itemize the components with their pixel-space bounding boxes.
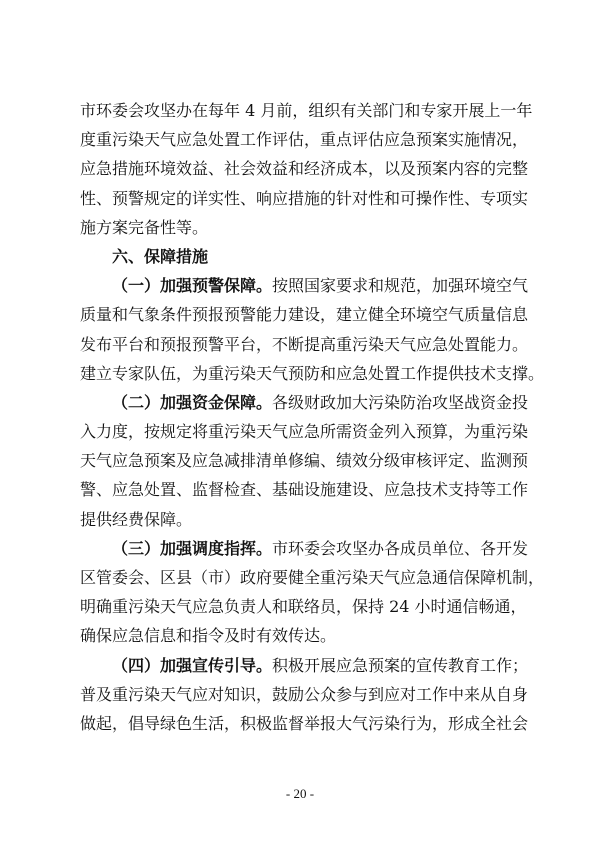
item-text: 各级财政加大污染防治攻坚战资金投	[272, 392, 529, 412]
text-line: 质量和气象条件预报预警能力建设，建立健全环境空气质量信息	[80, 305, 529, 325]
paragraph-item-3	[80, 534, 545, 651]
paragraph-item-1	[80, 271, 545, 388]
body-text	[80, 96, 545, 738]
text-line: 警、应急处置、监督检查、基础设施建设、应急技术支持等工作	[80, 480, 529, 500]
text-line: 性、预警规定的详实性、响应措施的针对性和可操作性、专项实	[80, 188, 529, 208]
text-line: 市环委会攻坚办在每年 4 月前，组织有关部门和专家开展上一年	[80, 101, 533, 120]
item-lead: （二）加强资金保障。	[112, 392, 273, 412]
text-line: 度重污染天气应急处置工作评估，重点评估应急预案实施情况，	[80, 130, 529, 150]
item-text: 市环委会攻坚办各成员单位、各开发	[272, 538, 529, 558]
text-line	[80, 271, 529, 300]
page-number: - 20 -	[285, 786, 315, 801]
text-line: 应急措施环境效益、社会效益和经济成本，以及预案内容的完整	[80, 159, 529, 179]
section-heading	[80, 242, 526, 271]
text-line	[80, 651, 529, 680]
text-line	[80, 534, 529, 563]
item-lead: （四）加强宣传引导。	[112, 655, 273, 675]
section-heading-text: 六、保障措施	[112, 246, 209, 266]
item-lead: （三）加强调度指挥。	[112, 538, 273, 558]
text-line: 区管委会、区县（市）政府要健全重污染天气应急通信保障机制，	[80, 568, 545, 587]
paragraph-item-2	[80, 388, 529, 534]
paragraph-evaluation	[80, 96, 533, 242]
text-line: 做起，倡导绿色生活，积极监督举报大气污染行为，形成全社会	[80, 713, 529, 733]
item-lead: （一）加强预警保障。	[112, 276, 273, 296]
text-line: 提供经费保障。	[80, 509, 193, 529]
item-text: 积极开展应急预案的宣传教育工作；	[272, 655, 529, 675]
text-line: 入力度，按规定将重污染天气应急所需资金列入预算，为重污染	[80, 422, 529, 442]
text-line: 天气应急预案及应急减排清单修编、绩效分级审核评定、监测预	[80, 451, 529, 471]
text-line: 建立专家队伍，为重污染天气预防和应急处置工作提供技术支撑。	[80, 363, 545, 383]
text-line: 施方案完备性等。	[80, 217, 209, 237]
text-line: 发布平台和预报预警平台，不断提高重污染天气应急处置能力。	[80, 334, 529, 354]
text-line: 普及重污染天气应对知识，鼓励公众参与到应对工作中来从自身	[80, 684, 529, 704]
text-line	[80, 388, 529, 417]
paragraph-item-4	[80, 651, 529, 739]
text-line: 明确重污染天气应急负责人和联络员，保持 24 小时通信畅通，	[80, 597, 527, 617]
item-text: 按照国家要求和规范，加强环境空气	[272, 276, 529, 296]
text-line: 确保应急信息和指令及时有效传达。	[80, 626, 337, 646]
